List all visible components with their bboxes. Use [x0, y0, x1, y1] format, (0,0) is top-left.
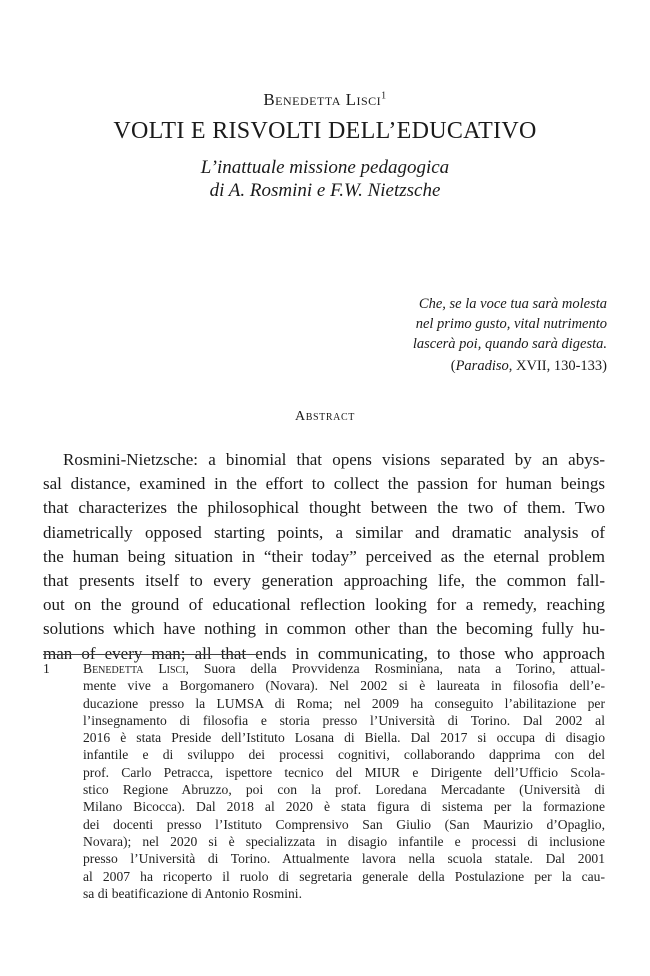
epigraph-citation — [307, 356, 607, 376]
abstract-line: Rosmini-Nietzsche: a binomial that opens visions separated by an abys- — [63, 450, 605, 469]
epigraph-line: nel primo gusto, vital nutrimento — [415, 316, 607, 332]
epigraph-line: lascerà poi, quando sarà digesta. — [412, 336, 607, 352]
author-name-text: Benedetta Lisci — [263, 90, 382, 109]
abstract-line: out on the ground of educational reflection looking for a remedy, reaching — [43, 595, 605, 615]
article-subtitle-line-1: L’inattuale missione pedagogica — [200, 157, 450, 178]
footnote-line: ducazione presso la LUMSA di Roma; nel 2009 ha conseguito l’abilitazione per — [83, 695, 605, 711]
footnote-line: sa di beatificazione di Antonio Rosmini. — [83, 885, 302, 901]
citation-work: Paradiso — [455, 358, 509, 374]
abstract-line: that characterizes the philosophical thought between the two of them. Two — [43, 498, 605, 518]
footnote-line: presso l’Università di Torino. Attualmente lavora nella scuola statale. Dal 2001 — [83, 851, 605, 867]
footnote-marker[interactable]: 1 — [381, 90, 387, 102]
abstract-line: that presents itself to every generation approaching life, the common fall- — [43, 571, 605, 591]
footnote-line: Milano Bicocca). Dal 2018 al 2020 è stata figura di sistema per la formazione — [83, 799, 605, 815]
footnote-line: prof. Carlo Petracca, ispettore tecnico del MIUR e Dirigente dell’Ufficio Scola- — [83, 764, 605, 780]
footnote-line: mente vive a Borgomanero (Novara). Nel 2002 si è laureata in filosofia dell’e- — [83, 678, 605, 694]
abstract-body — [43, 448, 605, 666]
abstract-line: man of every man; all that ends in communicating, to those who approach — [43, 643, 605, 663]
footnote-line: 2016 è stata Preside dell’Istituto Losana di Biella. Dal 2017 si occupa di disagio — [83, 730, 605, 746]
author-name — [0, 90, 650, 110]
abstract-heading: Abstract — [295, 409, 355, 424]
footnote-line: infantile e di sviluppo dei processi cognitivi, collaborando dapprima con del — [83, 747, 605, 763]
citation-ref: , XVII, 130-133) — [508, 358, 607, 374]
footnote-line-rest: , Suora della Provvidenza Rosminiana, nata a Torino, attual- — [185, 661, 605, 676]
footnote-number: 1 — [43, 661, 50, 676]
abstract-line: solutions which have nothing in common other than the becoming fully hu- — [43, 619, 605, 639]
article-title: VOLTI E RISVOLTI DELL’EDUCATIVO — [113, 118, 537, 144]
citation-open: ( — [450, 358, 456, 374]
footnote-line: l’insegnamento di filosofia e storia presso l’Università di Torino. Dal 2002 al — [83, 712, 605, 728]
article-subtitle-line-2: di A. Rosmini e F.W. Nietzsche — [209, 180, 441, 201]
epigraph-line: Che, se la voce tua sarà molesta — [418, 296, 607, 312]
abstract-line: diametrically opposed starting points, a similar and dramatic analysis of — [43, 522, 605, 542]
footnote-line: Novara); nel 2020 si è specializzata in disagio infantile e processi di inclusione — [83, 833, 605, 849]
abstract-line: sal distance, examined in the effort to collect the passion for human beings — [43, 474, 605, 494]
abstract-line: the human being situation in “their today” perceived as the eternal problem — [43, 546, 605, 566]
footnote-body — [83, 660, 605, 902]
footnote-line: al 2007 ha ricoperto il ruolo di segretaria generale della Postulazione per la cau- — [83, 868, 605, 884]
footnote-line — [83, 660, 605, 677]
footnote-line: stico Regione Abruzzo, poi con la prof. Loredana Mercadante (Università di — [83, 782, 605, 798]
footnote-line: dei docenti presso l’Istituto Comprensivo San Giulio (San Maurizio d’Opaglio, — [83, 816, 605, 832]
footnote-separator — [43, 654, 259, 655]
footnote-author: Benedetta Lisci — [83, 661, 186, 676]
epigraph — [307, 294, 607, 376]
